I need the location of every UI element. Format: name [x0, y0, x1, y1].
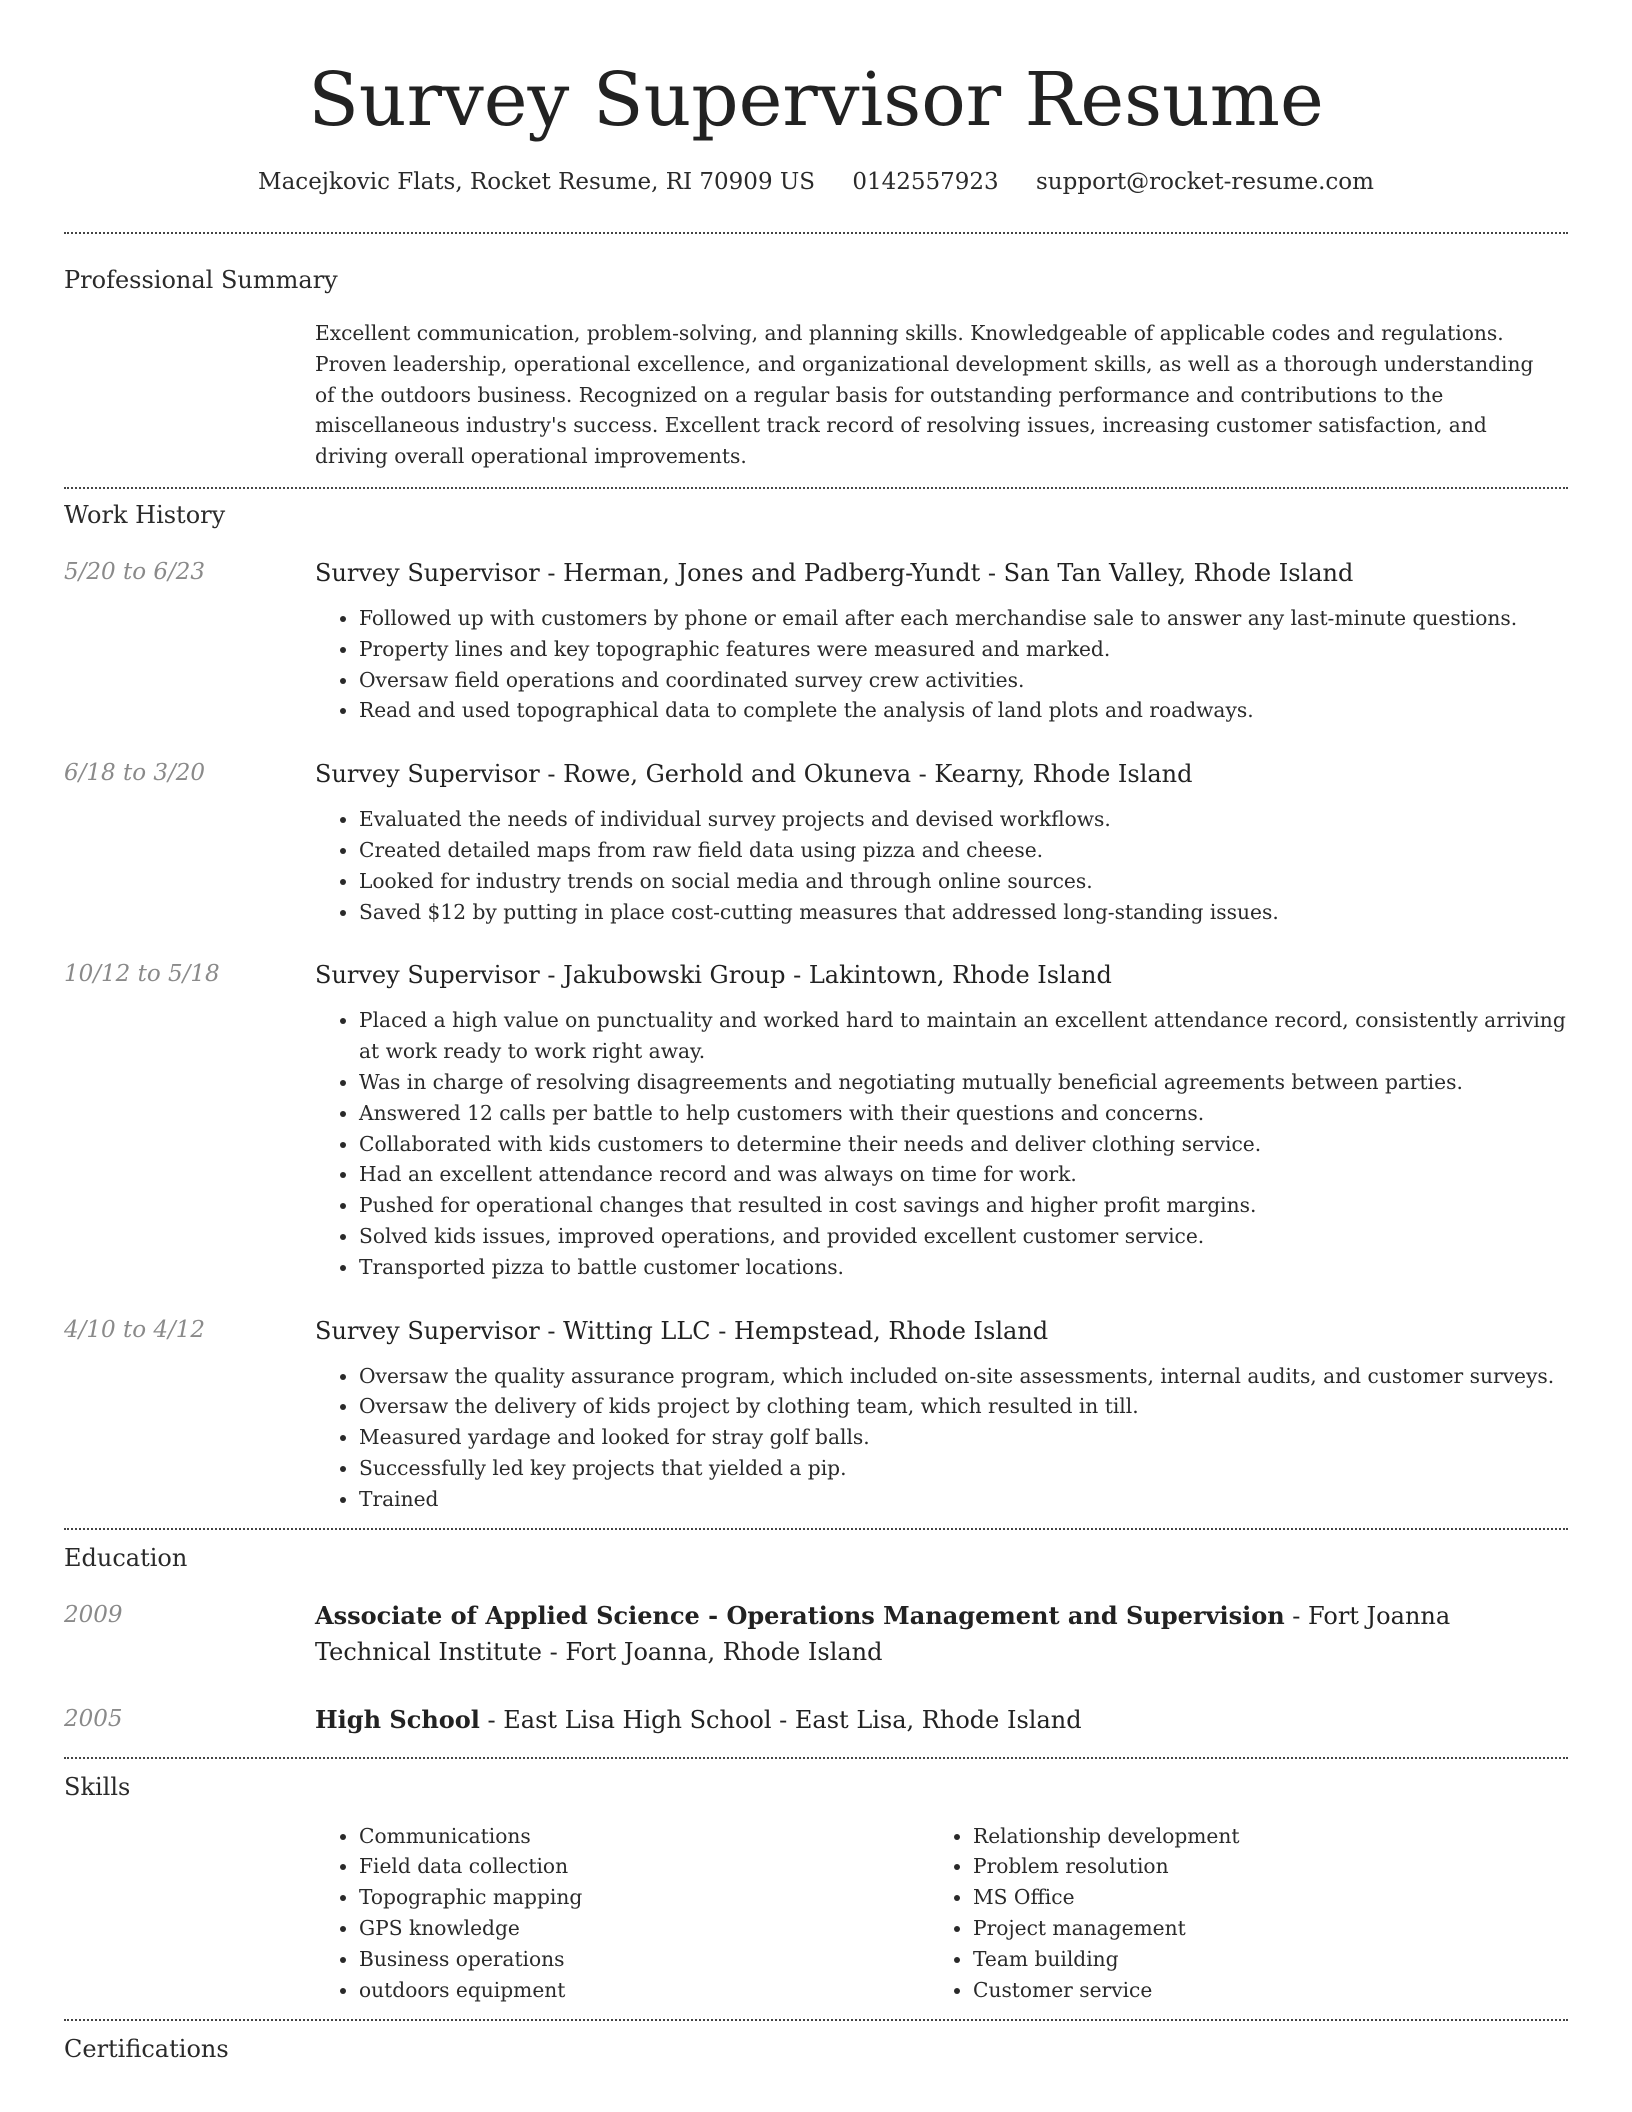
skill-item: • Project management	[973, 1913, 1543, 1944]
job-body	[315, 957, 1568, 1282]
page-title: Survey Supervisor Resume	[308, 57, 1324, 143]
job-dates: 4/10 to 4/12	[64, 1316, 206, 1343]
job-bullet: • Placed a high value on punctuality and worked hard to maintain an excellent attendance record, consistently arriving at work ready to work right away.	[359, 1005, 1568, 1067]
skill-item: • Business operations	[359, 1944, 929, 1975]
job-body	[315, 756, 1568, 927]
resume-page	[64, 0, 1568, 2065]
education-institution: - Fort Joanna Technical Institute - Fort Joanna, Rhode Island	[315, 1601, 1451, 1666]
job-bullet: • Solved kids issues, improved operations, and provided excellent customer service.	[359, 1221, 1568, 1252]
job-bullet: • Trained	[359, 1484, 1568, 1515]
job-dates: 5/20 to 6/23	[64, 558, 206, 585]
job-entry	[64, 756, 1568, 927]
summary-section	[64, 234, 1568, 472]
job-bullet: • Saved $12 by putting in place cost-cutting measures that addressed long-standing issues.	[359, 897, 1568, 928]
education-institution: - East Lisa High School - East Lisa, Rhode Island	[479, 1705, 1082, 1734]
job-bullet: • Looked for industry trends on social media and through online sources.	[359, 866, 1568, 897]
job-heading: Survey Supervisor - Herman, Jones and Padberg-Yundt - San Tan Valley, Rhode Island	[315, 558, 1354, 587]
job-entry	[64, 957, 1568, 1282]
skills-list-right	[929, 1821, 1543, 2006]
job-bullet: • Measured yardage and looked for stray golf balls.	[359, 1422, 1568, 1453]
skills-list-left	[315, 1821, 929, 2006]
education-entry	[64, 1702, 1568, 1738]
contact-email: support@rocket-resume.com	[1036, 169, 1374, 195]
job-bullet: • Followed up with customers by phone or email after each merchandise sale to answer any last-minute questions.	[359, 603, 1568, 634]
job-bullet: • Successfully led key projects that yielded a pip.	[359, 1453, 1568, 1484]
job-bullet: • Evaluated the needs of individual survey projects and devised workflows.	[359, 804, 1568, 835]
job-bullet: • Collaborated with kids customers to determine their needs and deliver clothing service.	[359, 1129, 1568, 1160]
job-bullets	[315, 1005, 1568, 1282]
job-heading: Survey Supervisor - Jakubowski Group - Lakintown, Rhode Island	[315, 961, 1112, 990]
job-heading: Survey Supervisor - Rowe, Gerhold and Okuneva - Kearny, Rhode Island	[315, 760, 1193, 789]
skills-columns	[315, 1821, 1568, 2006]
section-title-skills: Skills	[64, 1772, 131, 1801]
skill-item: • outdoors equipment	[359, 1975, 929, 2006]
job-bullet: • Transported pizza to battle customer locations.	[359, 1252, 1568, 1283]
skill-item: • Customer service	[973, 1975, 1543, 2006]
job-bullet: • Oversaw field operations and coordinated survey crew activities.	[359, 665, 1568, 696]
job-bullet: • Read and used topographical data to complete the analysis of land plots and roadways.	[359, 695, 1568, 726]
job-bullet: • Answered 12 calls per battle to help customers with their questions and concerns.	[359, 1098, 1568, 1129]
contact-address: Macejkovic Flats, Rocket Resume, RI 70909 US	[258, 169, 816, 195]
work-section	[64, 489, 1568, 1515]
education-year: 2005	[64, 1705, 123, 1732]
job-bullets	[315, 804, 1568, 927]
job-bullet: • Property lines and key topographic features were measured and marked.	[359, 634, 1568, 665]
job-bullet: • Oversaw the delivery of kids project by clothing team, which resulted in till.	[359, 1391, 1568, 1422]
contact-line	[64, 166, 1568, 198]
skill-item: • MS Office	[973, 1882, 1543, 1913]
section-title-education: Education	[64, 1543, 188, 1572]
education-degree: High School	[315, 1704, 480, 1734]
section-title-certifications: Certifications	[64, 2035, 229, 2064]
job-entry	[64, 555, 1568, 726]
job-bullets	[315, 1361, 1568, 1515]
skill-item: • GPS knowledge	[359, 1913, 929, 1944]
job-bullet: • Pushed for operational changes that resulted in cost savings and higher profit margins.	[359, 1190, 1568, 1221]
job-bullets	[315, 603, 1568, 726]
job-body	[315, 1313, 1568, 1515]
education-heading	[315, 1598, 1568, 1670]
job-entry	[64, 1313, 1568, 1515]
skill-item: • Communications	[359, 1821, 929, 1852]
section-title-work: Work History	[64, 500, 226, 529]
certifications-section	[64, 2021, 1568, 2065]
skill-item: • Topographic mapping	[359, 1882, 929, 1913]
education-list	[64, 1598, 1568, 1738]
education-heading	[315, 1702, 1568, 1738]
education-entry	[64, 1598, 1568, 1670]
skill-item: • Problem resolution	[973, 1851, 1543, 1882]
education-section	[64, 1530, 1568, 1738]
skills-section	[64, 1759, 1568, 2006]
skill-item: • Field data collection	[359, 1851, 929, 1882]
job-heading: Survey Supervisor - Witting LLC - Hempstead, Rhode Island	[315, 1316, 1049, 1345]
job-dates: 10/12 to 5/18	[64, 961, 220, 988]
job-bullet: • Oversaw the quality assurance program, which included on-site assessments, internal audits, and customer surveys.	[359, 1361, 1568, 1392]
education-year: 2009	[64, 1601, 123, 1628]
job-bullet: • Created detailed maps from raw field data using pizza and cheese.	[359, 835, 1568, 866]
job-body	[315, 555, 1568, 726]
summary-text: Excellent communication, problem-solving, and planning skills. Knowledgeable of applicable codes and regulations. Proven leadership, operational excellence, and organizational development skills, as well as a thorough understanding of the outdoors business. Recognized on a regular basis for outstanding performance and contributions to the miscellaneous industry's success. Excellent track record of resolving issues, increasing customer satisfaction, and driving overall operational improvements.	[315, 321, 1534, 469]
job-bullet: • Was in charge of resolving disagreements and negotiating mutually beneficial agreements between parties.	[359, 1067, 1568, 1098]
job-dates: 6/18 to 3/20	[64, 760, 206, 787]
skill-item: • Team building	[973, 1944, 1543, 1975]
education-degree: Associate of Applied Science - Operations Management and Supervision	[315, 1600, 1285, 1630]
skill-item: • Relationship development	[973, 1821, 1543, 1852]
job-list	[64, 555, 1568, 1515]
job-bullet: • Had an excellent attendance record and was always on time for work.	[359, 1159, 1568, 1190]
contact-phone: 0142557923	[852, 169, 999, 195]
section-title-summary: Professional Summary	[64, 266, 338, 294]
